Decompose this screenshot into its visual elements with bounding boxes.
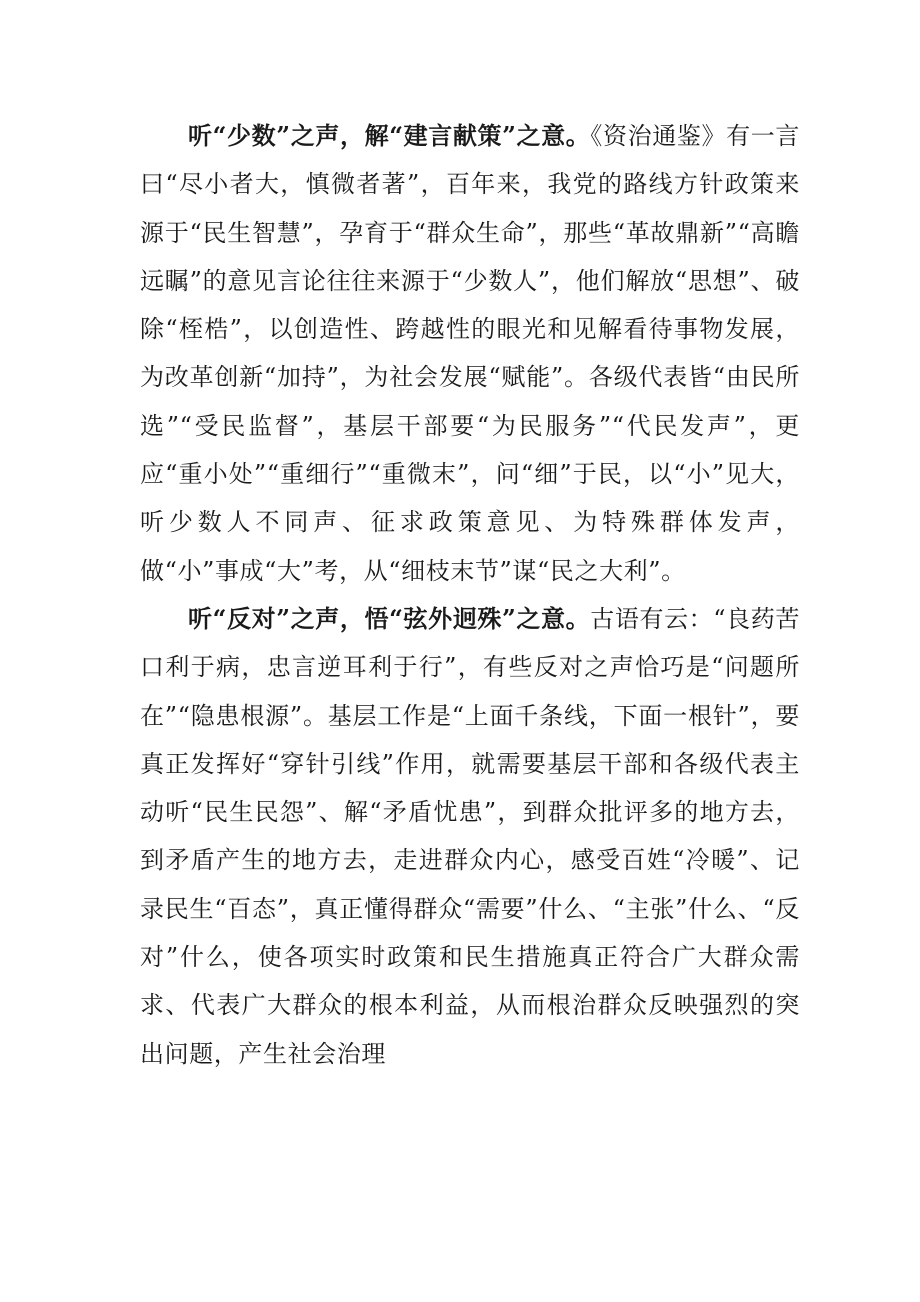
paragraph-body: 古语有云：“良药苦口利于病，忠言逆耳利于行”，有些反对之声恰巧是“问题所在”“隐患根源”。基层工作是“上面千条线，下面一根针”，要真正发挥好“穿针引线”作用，就需要基层干部和各级代表主动听“民生民怨”、解“矛盾忧患”，到群众批评多的地方去，到矛盾产生的地方去，走进群众内心，感受百姓“冷暖”、记录民生“百态”，真正懂得群众“需要”什么、“主张”什么、“反对”什么，使各项实时政策和民生措施真正符合广大群众需求、代表广大群众的根本利益，从而根治群众反映强烈的突出问题，产生社会治理 xyxy=(140,604,800,1068)
paragraph-opposing-voices xyxy=(140,595,800,1078)
paragraph-heading: 听“少数”之声，解“建言献策”之意。 xyxy=(188,121,591,150)
paragraph-body: 《资治通鉴》有一言曰“尽小者大，慎微者著”，百年来，我党的路线方针政策来源于“民生智慧”，孕育于“群众生命”，那些“革故鼎新”“高瞻远瞩”的意见言论往往来源于“少数人”，他们解放“思想”、破除“桎梏”，以创造性、跨越性的眼光和见解看待事物发展，为改革创新“加持”，为社会发展“赋能”。各级代表皆“由民所选”“受民监督”，基层干部要“为民服务”“代民发声”，更应“重小处”“重细行”“重微末”，问“细”于民，以“小”见大，听少数人不同声、征求政策意见、为特殊群体发声，做“小”事成“大”考，从“细枝末节”谋“民之大利”。 xyxy=(140,122,800,585)
document-page xyxy=(140,112,800,1078)
paragraph-minority-voices xyxy=(140,112,800,595)
paragraph-heading: 听“反对”之声，悟“弦外迥殊”之意。 xyxy=(188,603,591,633)
